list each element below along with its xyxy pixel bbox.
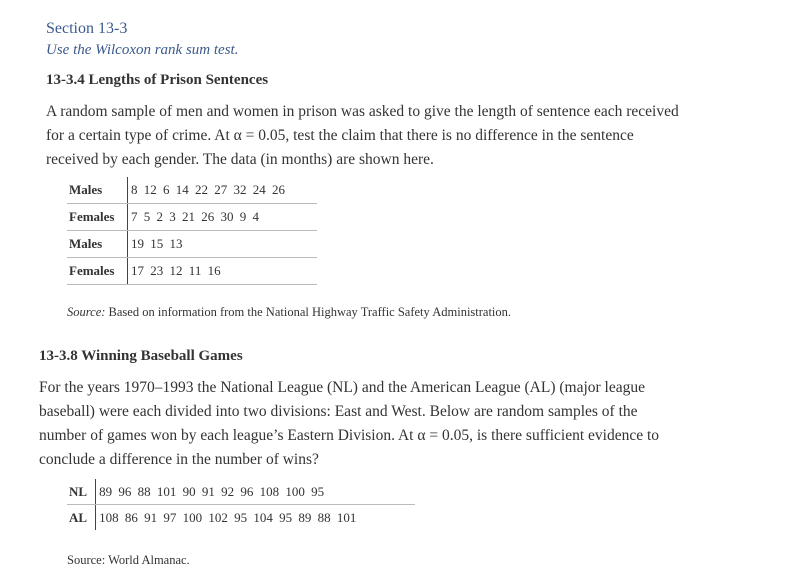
section-instruction: Use the Wilcoxon rank sum test. [46, 42, 239, 58]
row-values: 108 86 91 97 100 102 95 104 95 89 88 101 [96, 505, 415, 531]
prison-sentence-table [67, 177, 317, 285]
problem-2-heading: 13-3.8 Winning Baseball Games [39, 348, 243, 364]
row-label: AL [69, 509, 88, 525]
row-label: Males [67, 231, 128, 258]
problem-2-line: For the years 1970–1993 the National League (NL) and the American League (AL) (major league [39, 379, 645, 396]
table-row [67, 231, 317, 258]
problem-1-heading: 13-3.4 Lengths of Prison Sentences [46, 72, 269, 88]
problem-2-line: baseball) were each divided into two divisions: East and West. Below are random samples of the [39, 403, 638, 420]
row-values: 19 15 13 [128, 231, 317, 258]
problem-1-line: received by each gender. The data (in months) are shown here. [46, 151, 434, 168]
problem-2-text [39, 376, 659, 472]
row-label: Females [67, 258, 128, 285]
row-values: 89 96 88 101 90 91 92 96 108 100 95 [96, 479, 415, 505]
row-label: NL [67, 479, 96, 505]
table-row [67, 177, 317, 204]
problem-2-line: number of games won by each league’s Eastern Division. At α = 0.05, is there sufficient evidence to [39, 427, 660, 444]
problem-2-line: conclude a difference in the number of wins? [39, 451, 319, 468]
table-row [67, 258, 317, 285]
problem-1-text [46, 100, 679, 172]
source-text: Based on information from the National Highway Traffic Safety Administration. [105, 305, 512, 319]
table-row [67, 505, 415, 531]
problem-1-line: for a certain type of crime. At α = 0.05, test the claim that there is no difference in the sentence [46, 127, 634, 144]
problem-2-source: Source: World Almanac. [67, 553, 190, 567]
row-values: 17 23 12 11 16 [128, 258, 317, 285]
baseball-wins-table [67, 479, 415, 530]
section-title: Section 13-3 [46, 20, 128, 37]
table-row [67, 204, 317, 231]
row-values: 7 5 2 3 21 26 30 9 4 [128, 204, 317, 231]
problem-1-line: A random sample of men and women in prison was asked to give the length of sentence each received [46, 103, 679, 120]
source-prefix: Source: [67, 305, 106, 319]
row-label: Males [67, 177, 128, 204]
problem-1-source [67, 305, 511, 320]
row-label: Females [67, 204, 128, 231]
table-row [67, 479, 415, 505]
row-values: 8 12 6 14 22 27 32 24 26 [128, 177, 317, 204]
